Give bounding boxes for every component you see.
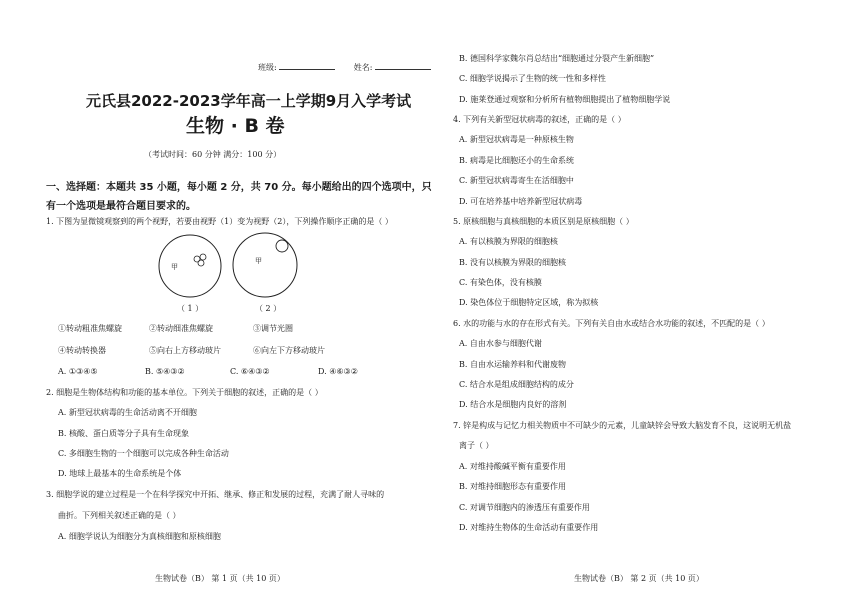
footer-left: 生物试卷（B） 第 1 页（共 10 页） [155, 574, 285, 583]
q3-option-b: B. 德国科学家魏尔肖总结出“细胞通过分裂产生新细胞” [459, 54, 655, 63]
q4-stem: 4. 下列有关新型冠状病毒的叙述，正确的是（ ） [453, 115, 626, 124]
q1-option-a: A. ①③④⑤ [58, 367, 98, 376]
q5-option-a: A. 有以核膜为界限的细胞核 [459, 237, 558, 246]
q4-option-a: A. 新型冠状病毒是一种原核生物 [459, 135, 574, 144]
q2-option-a: A. 新型冠状病毒的生命活动离不开细胞 [58, 408, 197, 417]
name-label: 姓名: [353, 63, 373, 72]
q2-option-b: B. 核酸、蛋白质等分子具有生命现象 [58, 429, 189, 438]
footer-right: 生物试卷（B） 第 2 页（共 10 页） [574, 574, 704, 583]
q6-option-c: C. 结合水是组成细胞结构的成分 [459, 380, 574, 389]
q7-stem-line2: 离子（ ） [459, 441, 494, 450]
exam-info: （考试时间：60 分钟 满分：100 分） [144, 150, 282, 159]
q1-option-b: B. ⑤④③② [145, 367, 185, 376]
q1-step-6: ⑥向左下方移动玻片 [253, 346, 325, 355]
q6-option-a: A. 自由水参与细胞代谢 [459, 339, 542, 348]
field-1-cell-c [198, 260, 204, 266]
field-1-cell-b [200, 254, 206, 260]
q4-option-c: C. 新型冠状病毒寄生在活细胞中 [459, 176, 574, 185]
section-heading-line1: 一、选择题：本题共 35 小题，每小题 2 分，共 70 分。每小题给出的四个选项中，只 [46, 182, 432, 193]
q5-option-c: C. 有染色体，没有核膜 [459, 278, 542, 287]
q5-stem: 5. 原核细胞与真核细胞的本质区别是原核细胞（ ） [453, 217, 634, 226]
q3-option-d: D. 施莱登通过观察和分析所有植物细胞提出了植物细胞学说 [459, 95, 671, 104]
field-2-cell [276, 240, 288, 252]
q5-option-b: B. 没有以核膜为界限的细胞核 [459, 258, 566, 267]
q5-option-d: D. 染色体位于细胞特定区域，称为拟核 [459, 298, 599, 307]
class-label: 班级: [258, 63, 277, 72]
field-1-label: 甲 [171, 263, 178, 271]
q7-option-c: C. 对调节细胞内的渗透压有重要作用 [459, 503, 590, 512]
q4-option-b: B. 病毒是比细胞还小的生命系统 [459, 156, 574, 165]
q6-option-b: B. 自由水运输养料和代谢废物 [459, 360, 566, 369]
q1-stem: 1. 下图为显微镜观察到的两个视野，若要由视野（1）变为视野（2），下列操作顺序正确的是（ ） [46, 217, 393, 226]
q3-option-c: C. 细胞学说揭示了生物的统一性和多样性 [459, 74, 606, 83]
q1-step-3: ③调节光圈 [253, 324, 293, 333]
q2-stem: 2. 细胞是生物体结构和功能的基本单位。下列关于细胞的叙述，正确的是（ ） [46, 388, 323, 397]
field-1-circle [159, 235, 221, 297]
field-2-caption: （ 2 ） [255, 304, 282, 313]
exam-subtitle: 生物 · B 卷 [186, 115, 285, 137]
q3-option-a: A. 细胞学说认为细胞分为真核细胞和原核细胞 [58, 532, 221, 541]
student-info-line [258, 61, 431, 73]
q7-option-b: B. 对维持细胞形态有重要作用 [459, 482, 566, 491]
q7-stem-line1: 7. 锌是构成与记忆力相关物质中不可缺少的元素，儿童缺锌会导致大脑发育不良，这说明无机盐 [453, 421, 792, 430]
q7-option-a: A. 对维持酸碱平衡有重要作用 [459, 462, 566, 471]
field-2-label: 甲 [255, 257, 262, 265]
q1-step-4: ④转动转换器 [58, 346, 106, 355]
field-1-caption: （ 1 ） [177, 304, 204, 313]
section-heading-line2: 有一个选项是最符合题目要求的。 [46, 201, 196, 212]
q1-option-c: C. ⑥④③② [230, 367, 270, 376]
exam-title: 元氏县2022-2023学年高一上学期9月入学考试 [86, 92, 412, 110]
q1-step-1: ①转动粗准焦螺旋 [58, 324, 122, 333]
name-blank [375, 61, 431, 70]
q4-option-d: D. 可在培养基中培养新型冠状病毒 [459, 197, 583, 206]
q6-option-d: D. 结合水是细胞内良好的溶剂 [459, 400, 567, 409]
q7-option-d: D. 对维持生物体的生命活动有重要作用 [459, 523, 599, 532]
q3-stem-line2: 曲折。下列相关叙述正确的是（ ） [58, 511, 181, 520]
q2-option-c: C. 多细胞生物的一个细胞可以完成各种生命活动 [58, 449, 229, 458]
q1-step-5: ⑤向右上方移动玻片 [149, 346, 221, 355]
class-blank [279, 61, 335, 70]
q1-step-2: ②转动细准焦螺旋 [149, 324, 213, 333]
q6-stem: 6. 水的功能与水的存在形式有关。下列有关自由水或结合水功能的叙述，不匹配的是（ ） [453, 319, 770, 328]
q3-stem-line1: 3. 细胞学说的建立过程是一个在科学探究中开拓、继承、修正和发展的过程，充满了耐人寻味的 [46, 490, 385, 499]
q2-option-d: D. 地球上最基本的生命系统是个体 [58, 469, 182, 478]
q1-option-d: D. ④⑥③② [318, 367, 358, 376]
